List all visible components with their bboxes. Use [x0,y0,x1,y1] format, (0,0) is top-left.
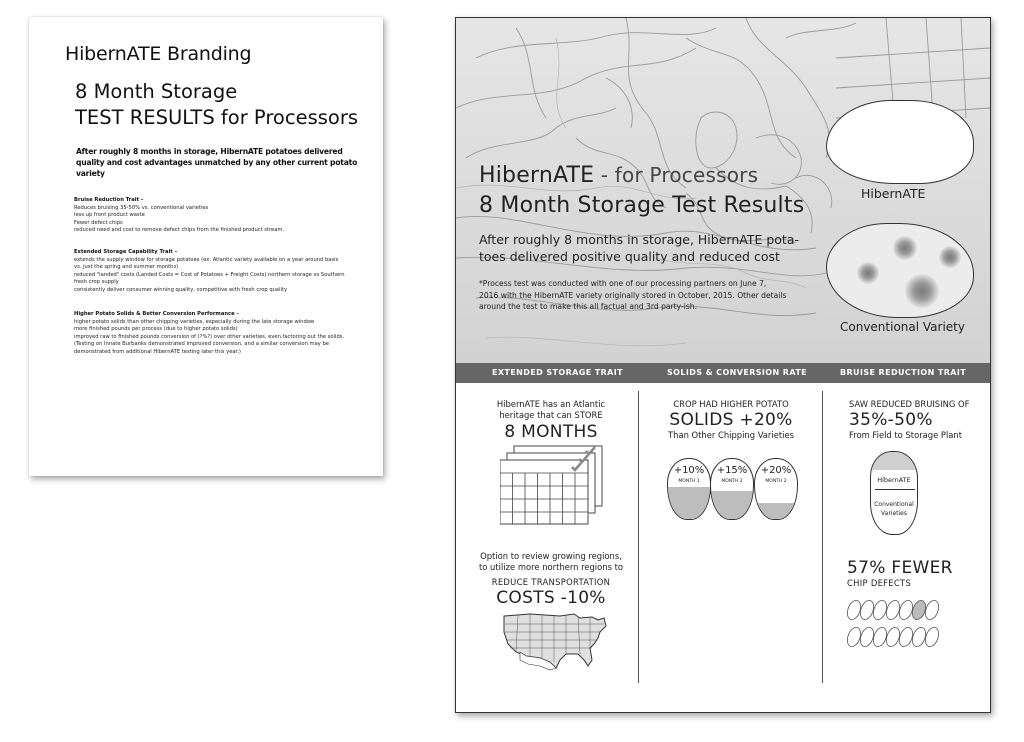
transport-costs-stat: COSTS -10% [496,588,606,608]
potato-month-2 [710,458,754,520]
conventional-potato-label: Conventional Variety [840,320,965,334]
column-divider [638,391,639,683]
potato-month-label: MONTH 2 [721,479,743,484]
chip-defects-label: CHIP DEFECTS [847,578,912,588]
potato-pct: +20% [760,465,792,476]
chip-icons-grid [847,599,951,651]
branding-document [29,17,383,476]
section-heading: Extended Storage Capability Trait – [74,249,178,255]
column-divider [822,391,823,683]
bruise-saw-label: SAW REDUCED BRUISING OF [849,399,970,409]
section-line: reduced need and cost to remove defect chips from the finished product stream. [74,227,285,234]
transport-reduce-label: REDUCE TRANSPORTATION [491,577,611,587]
document-title-line1: 8 Month Storage [75,80,238,103]
document-title-line2: TEST RESULTS for Processors [75,106,358,129]
potato-month-label: MONTH 2 [765,479,787,484]
poster-subtitle-line1: After roughly 8 months in storage, HibernATE pota- [479,232,799,247]
header-extended-storage: EXTENDED STORAGE TRAIT [492,368,624,377]
bruise-spot [939,246,961,268]
section-heading: Higher Potato Solids & Better Conversion Performance – [74,311,240,317]
poster-footnote [479,278,819,313]
section-extended-storage [74,249,374,295]
transport-option-line1: Option to review growing regions, [480,551,622,561]
potato-month-label: MONTH 1 [678,479,700,484]
section-line: fresh crop supply [74,279,119,286]
section-line: demonstrated from additional HibernATE testing later this year.) [74,348,241,355]
bruise-potato-top-label: HibernATE [877,476,911,484]
section-heading: Bruise Reduction Trait – [74,197,144,203]
infographic-poster [455,17,991,713]
storage-intro [466,399,636,442]
solids-fill [755,503,797,520]
document-intro [76,146,376,179]
solids-fill [668,487,710,520]
poster-title-line2: 8 Month Storage Test Results [479,193,805,218]
transport-option-line2: to utilize more northern regions to [478,562,623,572]
section-line: vs. just the spring and summer months) [74,264,179,271]
potato-pct: +10% [673,465,705,476]
section-line: extends the supply window for storage potatoes (ex: Atlantic variety available on a year around basis [74,256,339,263]
calendar-stack-icon [500,445,604,525]
document-intro-line2: quality and cost advantages unmatched by any other current potato variety [76,158,358,178]
bruise-potato-bottom-line2: Varieties [881,510,907,517]
poster-subtitle-line2: toes delivered positive quality and reduced cost [479,249,780,264]
section-line: Fewer defect chips [74,219,123,226]
bruise-potato-bottom-line1: Conventional [874,501,914,508]
us-map-icon [500,608,610,674]
potato-divider-line [875,489,915,490]
header-solids-conversion: SOLIDS & CONVERSION RATE [667,368,808,377]
potato-month-1 [667,458,711,520]
section-line: less up front product waste [74,212,145,219]
hibernate-potato-illustration [826,100,974,184]
poster-title-suffix: - for Processors [594,163,759,187]
poster-footnote-line1: *Process test was conducted with one of our processing partners on June 7, [479,279,767,288]
bruise-spot [893,236,917,260]
poster-footnote-line2: 2016 with the HibernATE variety originally stored in October, 2015. Other details [479,290,787,300]
bruise-comparison-potato [870,451,918,535]
chip-defects-section [847,558,982,588]
chip-defects-stat: 57% FEWER [847,558,953,578]
solids-stat: SOLIDS +20% [669,410,793,430]
document-brand-heading: HibernATE Branding [65,43,252,65]
storage-intro-line2: heritage that can STORE [499,410,603,420]
transport-section [466,551,636,608]
solids-comparison-label: Than Other Chipping Varieties [668,430,794,440]
bruise-shading [871,452,917,470]
section-higher-solids [74,311,374,357]
storage-intro-line1: HibernATE has an Atlantic [496,399,606,409]
section-line: improved raw to finished pounds conversion of (?%?) over other varieties, even factoring out the solids. [74,333,345,340]
potato-month-3 [754,458,798,520]
bruise-potato-bottom-label [871,500,917,518]
poster-title-brand: HibernATE [479,163,595,188]
bruise-intro [849,399,984,441]
poster-subtitle [479,231,819,265]
hibernate-potato-label: HibernATE [861,186,926,201]
storage-months-stat: 8 MONTHS [504,422,598,442]
poster-title-line1 [479,163,758,188]
section-line: reduced "landed" costs (Landed Costs = Cost of Potatoes + Freight Costs) northern storage vs Southern [74,271,345,278]
document-intro-line1: After roughly 8 months in storage, HibernATE potatoes delivered [76,147,343,156]
section-line: higher potato solids than other chipping varieties, especially during the late storage window [74,318,315,325]
section-line: more finished pounds per process (due to higher potato solids) [74,326,238,333]
bruise-spot [857,262,879,284]
category-header-bar [456,363,990,383]
solids-fill [711,491,753,520]
bruise-spot [905,274,939,308]
section-line: (Testing on Innate Burbanks demonstrated improved conversion, and a similar conversion may be [74,341,329,348]
document-title [75,79,358,131]
section-bruise-reduction [74,197,374,235]
conventional-potato-illustration [826,223,974,318]
solids-intro [646,399,816,441]
potato-pct: +15% [716,465,748,476]
poster-footnote-line3: around the test to make this all factual and 3rd party-ish. [479,302,698,311]
bruise-stat: 35%-50% [849,410,933,430]
bruise-from-label: From Field to Storage Plant [849,430,963,440]
section-line: Reduces bruising 35-50% vs. conventional varieties [74,204,209,211]
hero-section [456,18,990,363]
header-bruise-reduction: BRUISE REDUCTION TRAIT [840,368,967,377]
section-line: consistently deliver consumer winning quality, competitive with fresh crop quality [74,286,288,293]
solids-crop-label: CROP HAD HIGHER POTATO [673,399,789,409]
